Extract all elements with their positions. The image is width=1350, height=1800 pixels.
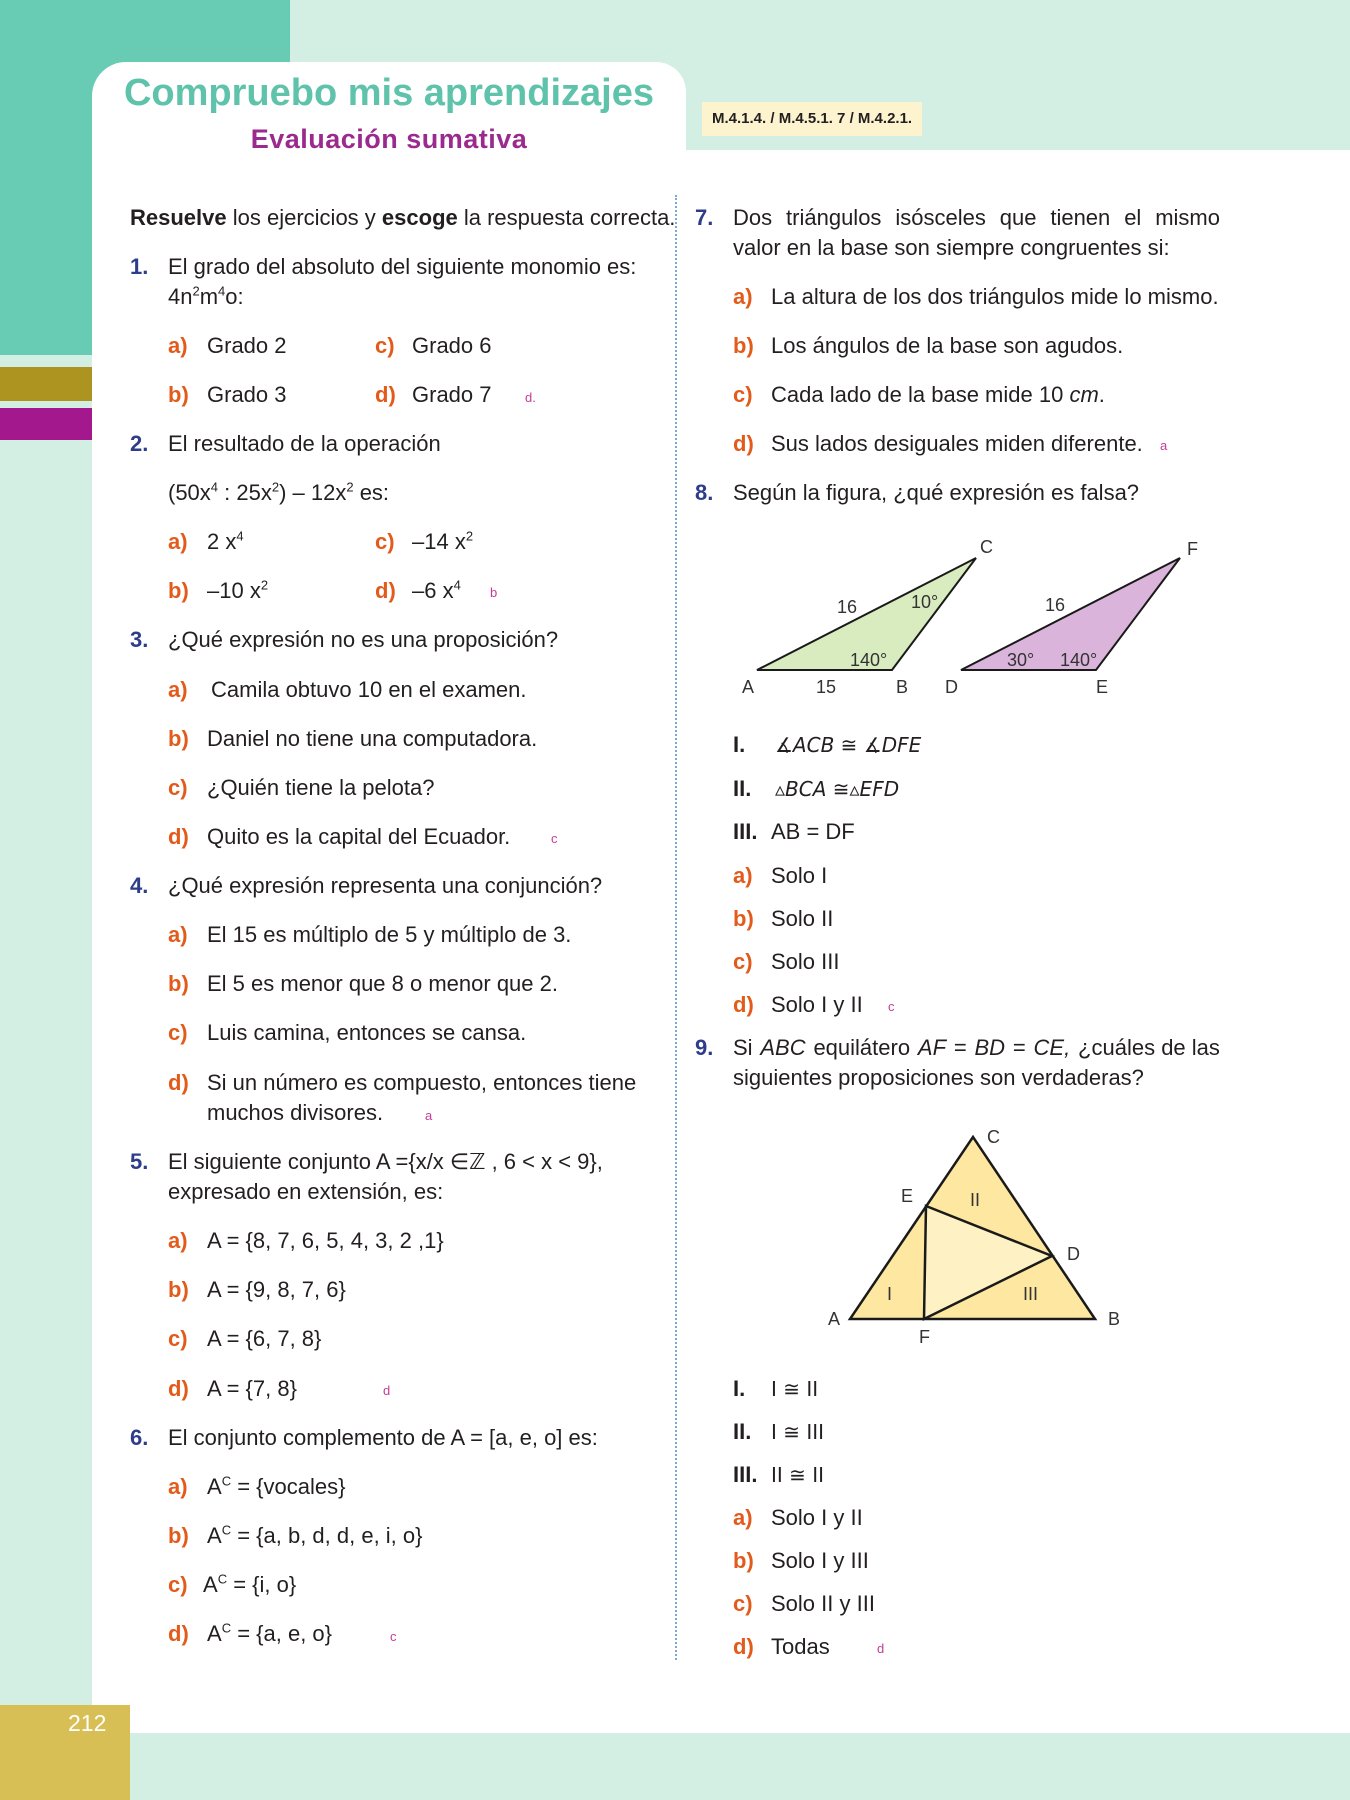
q9-word: Si bbox=[733, 1035, 753, 1060]
option-text bbox=[207, 1472, 345, 1502]
option-sup: 4 bbox=[453, 577, 461, 593]
option-text: Los ángulos de la base son agudos. bbox=[771, 333, 1124, 358]
complement-sup: C bbox=[221, 1473, 232, 1489]
option-letter: c) bbox=[168, 1326, 188, 1351]
answer-mark: c bbox=[551, 831, 558, 846]
option-text: A = {6, 7, 8} bbox=[207, 1326, 322, 1351]
expr-part: ) – 12x bbox=[279, 480, 347, 505]
vertex-label: B bbox=[1108, 1309, 1121, 1329]
option-letter: a) bbox=[168, 1228, 188, 1253]
q9-equals: = bbox=[953, 1035, 967, 1060]
question-text: ¿Qué expresión no es una proposición? bbox=[168, 627, 559, 652]
option-text: A = {7, 8} bbox=[207, 1376, 297, 1401]
option-letter: b) bbox=[168, 1277, 189, 1302]
vertex-label: C bbox=[980, 537, 993, 557]
q9-word: ABC bbox=[760, 1035, 806, 1060]
option-base: –10 x bbox=[207, 578, 261, 603]
option-letter: a) bbox=[168, 333, 188, 358]
option-text: ¿Quién tiene la pelota? bbox=[207, 775, 435, 800]
option-letter: a) bbox=[168, 677, 188, 702]
answer-mark: b bbox=[490, 585, 498, 600]
expr-sup: 2 bbox=[346, 479, 354, 495]
statement-numeral: I. bbox=[733, 732, 746, 757]
option-base: 2 x bbox=[207, 529, 237, 554]
option-letter: c) bbox=[375, 529, 395, 554]
question-number: 7. bbox=[695, 205, 714, 230]
set-value: = {a, b, d, d, e, i, o} bbox=[231, 1523, 423, 1548]
question-text: El siguiente conjunto A ={x/x ∈ℤ , 6 < x < 9}, bbox=[168, 1149, 603, 1174]
set-value: = {i, o} bbox=[227, 1572, 297, 1597]
question-text: El grado del absoluto del siguiente monomio es: bbox=[168, 254, 637, 279]
option-text: Luis camina, entonces se cansa. bbox=[207, 1020, 527, 1045]
option-text: Grado 2 bbox=[207, 333, 287, 358]
side-length: 15 bbox=[816, 677, 837, 697]
question-text: valor en la base son siempre congruentes si: bbox=[733, 235, 1170, 260]
question-text: El conjunto complemento de A = [a, e, o] es: bbox=[168, 1425, 598, 1450]
option-letter: b) bbox=[168, 971, 189, 996]
answer-mark: a bbox=[425, 1108, 433, 1123]
statement-numeral: III. bbox=[733, 819, 758, 844]
q9-word: ¿cuáles de las bbox=[1078, 1035, 1220, 1060]
statement-numeral: II. bbox=[733, 1419, 752, 1444]
side-length: 16 bbox=[1045, 595, 1066, 615]
option-text bbox=[412, 576, 461, 606]
option-part: Cada lado de la base mide 10 bbox=[771, 382, 1070, 407]
instruction-verb-2: escoge bbox=[381, 205, 458, 230]
option-text: Solo I y III bbox=[771, 1548, 869, 1573]
option-letter: a) bbox=[168, 1474, 188, 1499]
option-letter: d) bbox=[375, 382, 396, 407]
magenta-stripe bbox=[0, 408, 92, 440]
set-name: A bbox=[207, 1474, 222, 1499]
answer-mark: d. bbox=[525, 390, 536, 405]
set-name: A bbox=[203, 1572, 218, 1597]
option-text: Grado 7 bbox=[412, 382, 492, 407]
option-text: Quito es la capital del Ecuador. bbox=[207, 824, 511, 849]
vertex-label: A bbox=[742, 677, 755, 697]
set-value: = {a, e, o} bbox=[231, 1621, 333, 1646]
question-text: expresado en extensión, es: bbox=[168, 1179, 444, 1204]
statement-numeral: I. bbox=[733, 1376, 746, 1401]
expr-part: 4n bbox=[168, 284, 193, 309]
set-name: A bbox=[207, 1621, 222, 1646]
instruction-verb-1: Resuelve bbox=[130, 205, 227, 230]
complement-sup: C bbox=[221, 1620, 232, 1636]
vertex-label: B bbox=[896, 677, 909, 697]
page-number-box bbox=[0, 1705, 130, 1800]
expr-part: o: bbox=[225, 284, 244, 309]
expr-sup: 4 bbox=[210, 479, 219, 495]
statement-text: AB = DF bbox=[771, 819, 855, 844]
option-text bbox=[207, 527, 244, 557]
option-text: A = {8, 7, 6, 5, 4, 3, 2 ,1} bbox=[207, 1228, 444, 1253]
instruction-mid: los ejercicios y bbox=[232, 205, 376, 230]
option-text bbox=[771, 380, 1105, 410]
question-text: ¿Qué expresión representa una conjunción? bbox=[168, 873, 603, 898]
question-text: Según la figura, ¿qué expresión es falsa? bbox=[733, 480, 1140, 505]
vertex-label: F bbox=[1187, 539, 1198, 559]
vertex-label: C bbox=[987, 1127, 1000, 1147]
option-base: –14 x bbox=[412, 529, 466, 554]
question-number: 2. bbox=[130, 431, 149, 456]
option-text: Todas bbox=[771, 1634, 830, 1659]
option-letter: c) bbox=[168, 1572, 188, 1597]
option-letter: d) bbox=[733, 431, 754, 456]
option-sup: 2 bbox=[260, 577, 269, 593]
expr-part: (50x bbox=[168, 480, 211, 505]
triangles-figure bbox=[730, 525, 1220, 705]
option-letter: c) bbox=[168, 1020, 188, 1045]
column-divider bbox=[675, 195, 677, 1660]
expr-sup: 2 bbox=[192, 283, 200, 299]
option-sup: 2 bbox=[465, 528, 474, 544]
option-letter: b) bbox=[733, 1548, 754, 1573]
vertex-label: D bbox=[945, 677, 958, 697]
option-text: Sus lados desiguales miden diferente. bbox=[771, 431, 1143, 456]
option-text: muchos divisores. bbox=[207, 1100, 384, 1125]
vertex-label: E bbox=[1096, 677, 1109, 697]
option-text: Si un número es compuesto, entonces tiene bbox=[207, 1070, 637, 1095]
question-text: El resultado de la operación bbox=[168, 431, 441, 456]
option-text: Solo I y II bbox=[771, 1505, 863, 1530]
complement-sup: C bbox=[217, 1571, 228, 1587]
expr-part: : 25x bbox=[218, 480, 272, 505]
option-letter: b) bbox=[168, 726, 189, 751]
complement-sup: C bbox=[221, 1522, 232, 1538]
vertex-label: A bbox=[828, 1309, 841, 1329]
question-number: 1. bbox=[130, 254, 149, 279]
statement-numeral: II. bbox=[733, 776, 752, 801]
expr-part: es: bbox=[353, 480, 390, 505]
option-text: A = {9, 8, 7, 6} bbox=[207, 1277, 346, 1302]
option-text: Camila obtuvo 10 en el examen. bbox=[211, 677, 527, 702]
option-text: Solo I bbox=[771, 863, 828, 888]
answer-mark: c bbox=[390, 1629, 397, 1644]
option-letter: a) bbox=[733, 284, 753, 309]
question-number: 8. bbox=[695, 480, 714, 505]
q9-word: equilátero bbox=[813, 1035, 911, 1060]
question-number: 9. bbox=[695, 1035, 714, 1060]
option-text bbox=[207, 576, 268, 606]
option-text bbox=[207, 1619, 332, 1649]
question-number: 5. bbox=[130, 1149, 149, 1174]
option-letter: a) bbox=[733, 1505, 753, 1530]
option-letter: d) bbox=[168, 1621, 189, 1646]
option-text: Daniel no tiene una computadora. bbox=[207, 726, 538, 751]
region-label: II bbox=[970, 1190, 981, 1210]
option-letter: c) bbox=[733, 949, 753, 974]
vertex-label: D bbox=[1067, 1244, 1080, 1264]
olive-stripe bbox=[0, 367, 92, 401]
operation-expression bbox=[168, 478, 389, 508]
statement-text: I ≅ III bbox=[771, 1420, 825, 1444]
option-letter: b) bbox=[733, 906, 754, 931]
option-letter: c) bbox=[733, 1591, 753, 1616]
instruction-end: la respuesta correcta. bbox=[463, 205, 676, 230]
statement-text: ▵BCA ≅▵EFD bbox=[775, 777, 900, 801]
option-text bbox=[207, 1521, 423, 1551]
answer-mark: a bbox=[1160, 438, 1168, 453]
equilateral-triangle-figure bbox=[820, 1115, 1140, 1355]
set-value: = {vocales} bbox=[231, 1474, 346, 1499]
question-text: siguientes proposiciones son verdaderas? bbox=[733, 1065, 1144, 1090]
q9-word: AF bbox=[917, 1035, 947, 1060]
option-letter: d) bbox=[168, 824, 189, 849]
side-length: 16 bbox=[837, 597, 858, 617]
option-letter: d) bbox=[168, 1376, 189, 1401]
option-part: . bbox=[1098, 382, 1105, 407]
option-letter: d) bbox=[733, 1634, 754, 1659]
option-letter: b) bbox=[168, 382, 189, 407]
option-text: Solo III bbox=[771, 949, 840, 974]
page-title: Compruebo mis aprendizajes bbox=[123, 72, 654, 114]
page-number: 212 bbox=[68, 1710, 107, 1736]
option-letter: d) bbox=[733, 992, 754, 1017]
instructions bbox=[130, 203, 675, 233]
option-text bbox=[203, 1570, 296, 1600]
angle-label: 30° bbox=[1007, 650, 1035, 670]
option-letter: c) bbox=[375, 333, 395, 358]
option-base: –6 x bbox=[412, 578, 454, 603]
option-text: El 15 es múltiplo de 5 y múltiplo de 3. bbox=[207, 922, 572, 947]
monomial-expression bbox=[168, 282, 244, 312]
expr-sup: 4 bbox=[218, 283, 226, 299]
statement-text: ∡ACB ≅ ∡DFE bbox=[775, 733, 922, 757]
option-letter: d) bbox=[168, 1070, 189, 1095]
page-subtitle: Evaluación sumativa bbox=[250, 124, 528, 154]
region-label: I bbox=[887, 1284, 893, 1304]
option-text: Solo II y III bbox=[771, 1591, 875, 1616]
option-text: Grado 3 bbox=[207, 382, 287, 407]
question-number: 3. bbox=[130, 627, 149, 652]
question-text: Dos triángulos isósceles que tienen el mismo bbox=[733, 205, 1220, 230]
option-letter: b) bbox=[168, 578, 189, 603]
q9-equals: = bbox=[1012, 1035, 1026, 1060]
option-letter: a) bbox=[733, 863, 753, 888]
option-text: La altura de los dos triángulos mide lo mismo. bbox=[771, 284, 1219, 309]
angle-label: 140° bbox=[1060, 650, 1098, 670]
vertex-label: E bbox=[901, 1186, 914, 1206]
option-letter: a) bbox=[168, 922, 188, 947]
statement-numeral: III. bbox=[733, 1462, 758, 1487]
statement-text: I ≅ II bbox=[771, 1377, 819, 1401]
option-text: Solo I y II bbox=[771, 992, 863, 1017]
question-number: 4. bbox=[130, 873, 149, 898]
option-letter: b) bbox=[733, 333, 754, 358]
q9-word: CE, bbox=[1033, 1035, 1071, 1060]
option-text: Solo II bbox=[771, 906, 834, 931]
angle-label: 10° bbox=[911, 592, 939, 612]
answer-mark: d bbox=[877, 1641, 885, 1656]
answer-mark: d bbox=[383, 1383, 391, 1398]
expr-sup: 2 bbox=[271, 479, 280, 495]
angle-label: 140° bbox=[850, 650, 888, 670]
vertex-label: F bbox=[919, 1327, 930, 1347]
expr-part: m bbox=[199, 284, 219, 309]
region-label: III bbox=[1023, 1284, 1039, 1304]
option-text bbox=[412, 527, 473, 557]
option-text: El 5 es menor que 8 o menor que 2. bbox=[207, 971, 558, 996]
option-letter: c) bbox=[733, 382, 753, 407]
q9-word: BD bbox=[974, 1035, 1006, 1060]
unit: cm bbox=[1069, 382, 1099, 407]
option-letter: d) bbox=[375, 578, 396, 603]
statement-text: II ≅ II bbox=[771, 1463, 825, 1487]
curriculum-codes: M.4.1.4. / M.4.5.1. 7 / M.4.2.1. bbox=[702, 102, 922, 136]
option-letter: b) bbox=[168, 1523, 189, 1548]
answer-mark: c bbox=[888, 999, 895, 1014]
question-number: 6. bbox=[130, 1425, 149, 1450]
set-name: A bbox=[207, 1523, 222, 1548]
option-sup: 4 bbox=[236, 528, 244, 544]
question-text bbox=[733, 1033, 1220, 1063]
option-letter: a) bbox=[168, 529, 188, 554]
option-text: Grado 6 bbox=[412, 333, 492, 358]
option-letter: c) bbox=[168, 775, 188, 800]
